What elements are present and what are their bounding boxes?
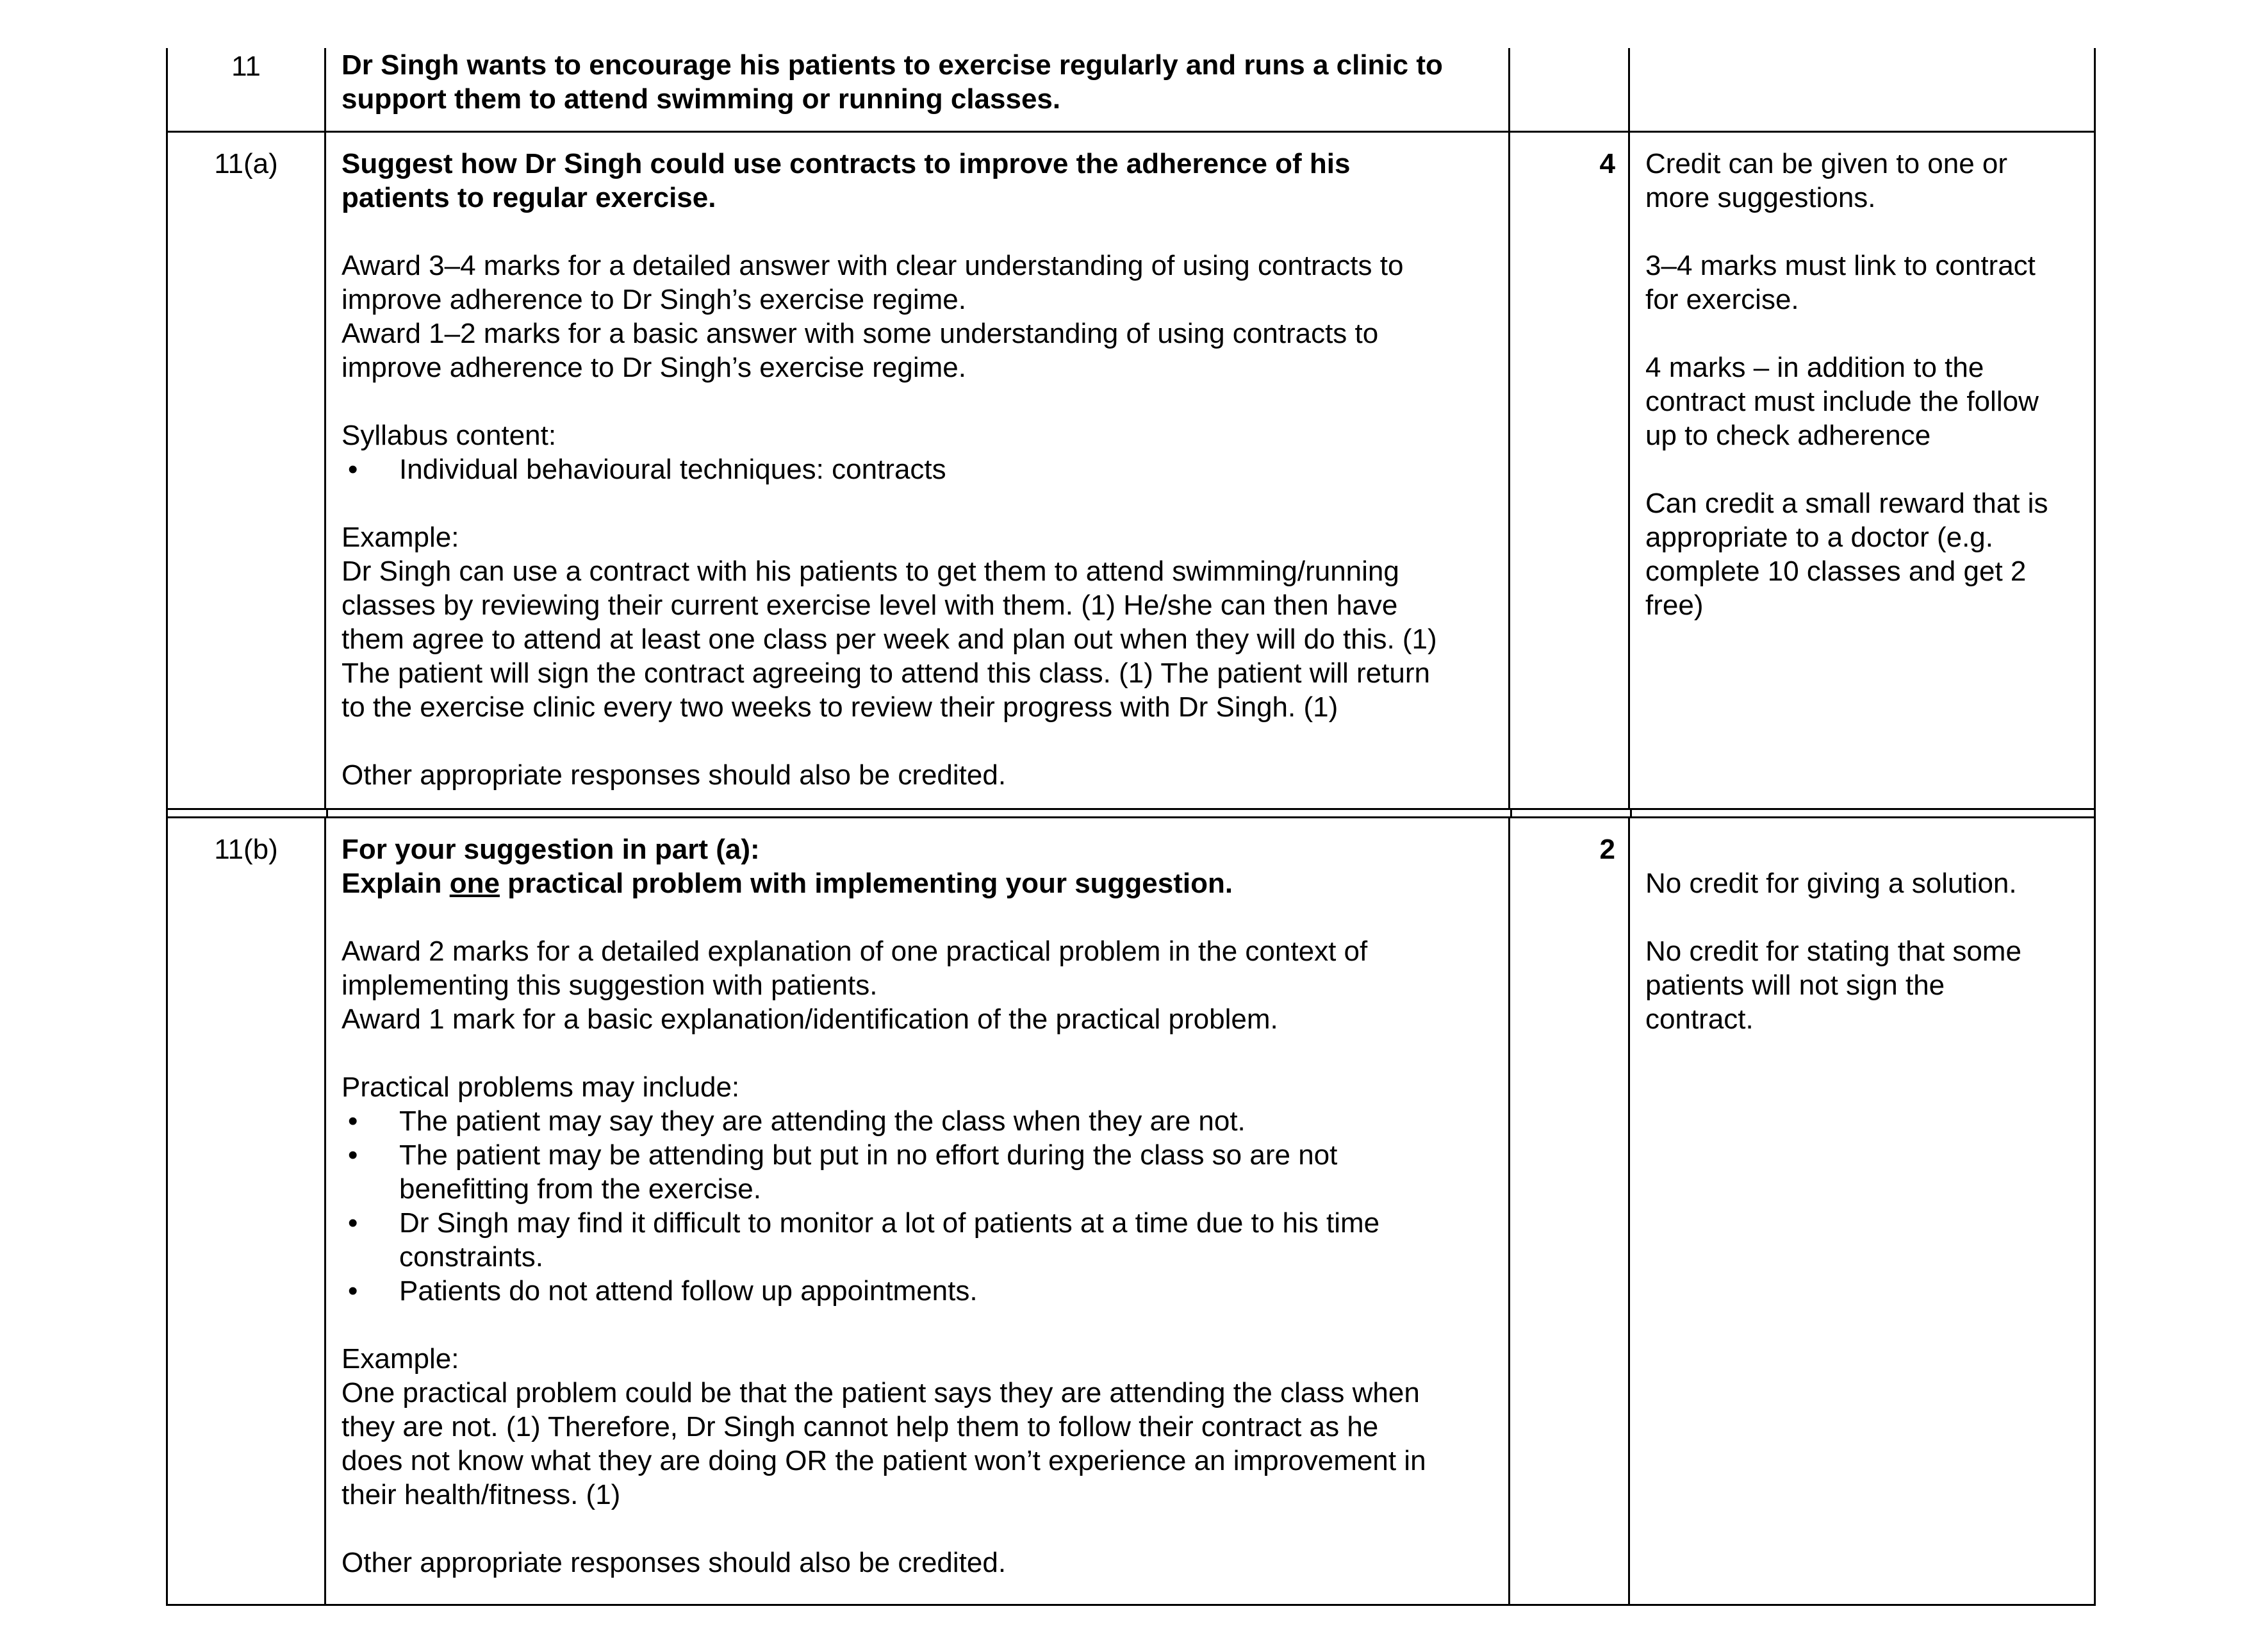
question-11b-row (166, 818, 2096, 1606)
example-line: does not know what they are doing OR the patient won’t experience an improvement in (342, 1445, 1426, 1476)
award-line: Award 2 marks for a detailed explanation of one practical problem in the context of (342, 936, 1368, 967)
question-number: 11(a) (166, 133, 326, 808)
problem-item (342, 1206, 1494, 1274)
question-emphasis: one (449, 868, 500, 899)
example-line: to the exercise clinic every two weeks to review their progress with Dr Singh. (1) (342, 691, 1338, 723)
stem-line: support them to attend swimming or running classes. (342, 83, 1061, 115)
guidance-line: contract must include the follow (1645, 386, 2039, 417)
marks-value: 4 (1510, 133, 1630, 808)
question-line: patients to regular exercise. (342, 182, 716, 213)
award-criteria (342, 934, 1494, 1036)
marks-cell (1510, 48, 1630, 131)
example-text (342, 554, 1494, 724)
question-fragment: practical problem with implementing your suggestion. (499, 868, 1233, 899)
mark-scheme-table (166, 48, 2096, 1606)
example-line: they are not. (1) Therefore, Dr Singh cannot help them to follow their contract as he (342, 1411, 1379, 1442)
example-line: One practical problem could be that the patient says they are attending the class when (342, 1377, 1420, 1408)
example-line: their health/fitness. (1) (342, 1479, 621, 1510)
answer-content (326, 818, 1510, 1604)
example-heading: Example: (342, 1343, 459, 1375)
award-line: Award 1–2 marks for a basic answer with some understanding of using contracts to (342, 318, 1379, 349)
marks-value: 2 (1510, 818, 1630, 1604)
guidance-line: 4 marks – in addition to the (1645, 352, 1984, 383)
problem-line: • The patient may be attending but put in no effort during the class so are not (399, 1139, 1338, 1171)
answer-content (326, 133, 1510, 808)
example-text (342, 1376, 1494, 1512)
example-line: classes by reviewing their current exercise level with them. (1) He/she can then have (342, 590, 1398, 621)
award-line: implementing this suggestion with patients. (342, 970, 878, 1001)
guidance-line: complete 10 classes and get 2 (1645, 556, 2027, 587)
question-stem (326, 48, 1510, 131)
award-line: improve adherence to Dr Singh’s exercise regime. (342, 352, 966, 383)
guidance-line: for exercise. (1645, 284, 1799, 315)
question-fragment: Explain (342, 868, 450, 899)
award-line: improve adherence to Dr Singh’s exercise regime. (342, 284, 966, 315)
row-separator (166, 808, 2096, 818)
problem-line: constraints. (399, 1241, 543, 1273)
guidance-line: patients will not sign the (1645, 970, 1945, 1001)
problems-list (342, 1104, 1494, 1308)
question-11a-row (166, 131, 2096, 808)
question-line: For your suggestion in part (a): (342, 834, 760, 865)
example-line: them agree to attend at least one class per week and plan out when they will do this. (1) (342, 624, 1437, 655)
example-line: The patient will sign the contract agreeing to attend this class. (1) The patient will return (342, 657, 1430, 689)
example-line: Dr Singh can use a contract with his patients to get them to attend swimming/running (342, 556, 1399, 587)
question-line (342, 866, 1494, 900)
syllabus-item: • Individual behavioural techniques: contracts (342, 452, 1494, 486)
question-11-row (166, 48, 2096, 131)
problem-item (342, 1274, 1494, 1308)
guidance-notes (1630, 818, 2096, 1604)
guidance-line: more suggestions. (1645, 182, 1876, 213)
guidance-cell (1630, 48, 2096, 131)
guidance-line: Credit can be given to one or (1645, 148, 2008, 179)
syllabus-heading: Syllabus content: (342, 420, 557, 451)
stem-line: Dr Singh wants to encourage his patients to exercise regularly and runs a clinic to (342, 49, 1443, 81)
question-number: 11 (166, 48, 326, 131)
award-line: Award 1 mark for a basic explanation/identification of the practical problem. (342, 1004, 1278, 1035)
problem-line: • Dr Singh may find it difficult to monitor a lot of patients at a time due to his time (399, 1207, 1380, 1239)
guidance-line: contract. (1645, 1004, 1754, 1035)
guidance-line: up to check adherence (1645, 420, 1931, 451)
guidance-line: No credit for stating that some (1645, 936, 2021, 967)
award-criteria (342, 249, 1494, 384)
guidance-line: Can credit a small reward that is (1645, 488, 2048, 519)
guidance-line: free) (1645, 590, 1704, 621)
problem-item (342, 1138, 1494, 1206)
award-line: Award 3–4 marks for a detailed answer with clear understanding of using contracts to (342, 250, 1404, 281)
question-number: 11(b) (166, 818, 326, 1604)
problem-item (342, 1104, 1494, 1138)
problem-line: benefitting from the exercise. (399, 1173, 761, 1205)
guidance-line: 3–4 marks must link to contract (1645, 250, 2036, 281)
example-heading: Example: (342, 522, 459, 553)
problem-line: • The patient may say they are attending the class when they are not. (399, 1105, 1246, 1137)
other-responses-note: Other appropriate responses should also be credited. (342, 759, 1007, 791)
problems-heading: Practical problems may include: (342, 1071, 740, 1103)
question-text (342, 147, 1494, 215)
question-line: Suggest how Dr Singh could use contracts to improve the adherence of his (342, 148, 1351, 179)
other-responses-note: Other appropriate responses should also be credited. (342, 1547, 1007, 1578)
guidance-line: appropriate to a doctor (e.g. (1645, 522, 1993, 553)
question-text (342, 832, 1494, 900)
guidance-line: No credit for giving a solution. (1645, 868, 2017, 899)
problem-line: • Patients do not attend follow up appointments. (399, 1275, 978, 1307)
guidance-notes (1630, 133, 2096, 808)
syllabus-list (342, 452, 1494, 486)
